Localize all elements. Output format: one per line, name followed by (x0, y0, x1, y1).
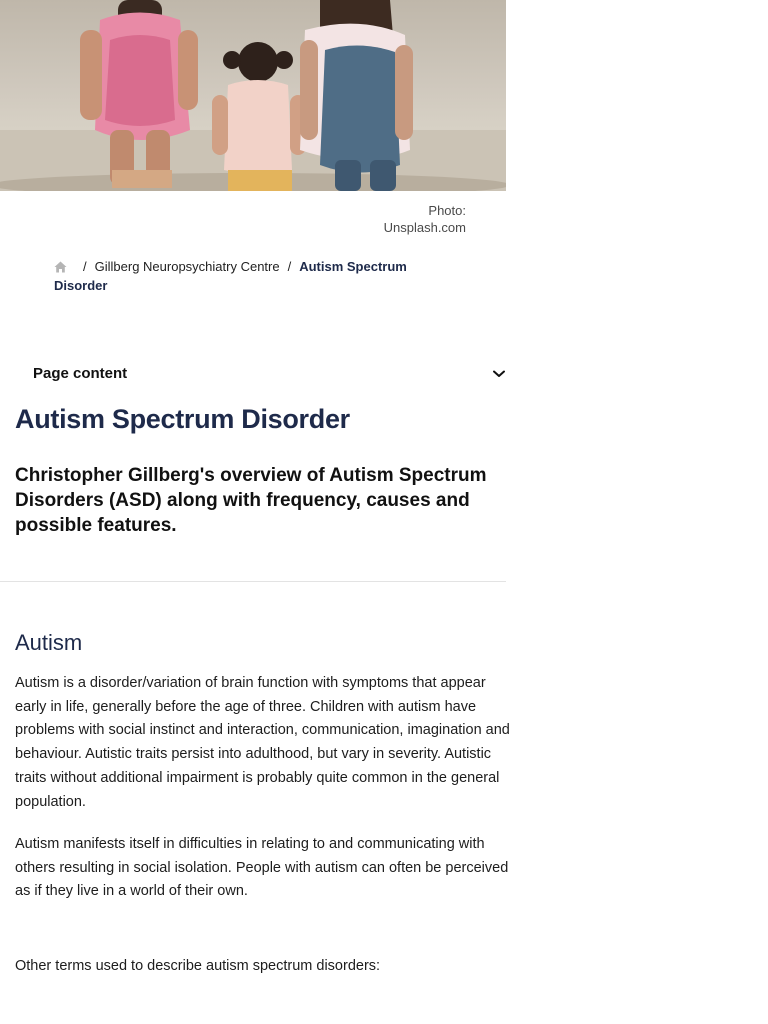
breadcrumb-separator: / (287, 259, 292, 274)
photo-caption-source: Unsplash.com (383, 220, 466, 235)
page-title: Autism Spectrum Disorder (15, 404, 350, 434)
body-paragraph: Autism manifests itself in difficulties in relating to and communicating with others resulting in social isolation. People with autism can often be perceived as if they live in a world of their own. (15, 836, 509, 900)
home-icon[interactable] (54, 260, 67, 277)
page-content-label: Page content (33, 364, 128, 382)
lead-paragraph: Christopher Gillberg's overview of Autism Spectrum Disorders (ASD) along with frequency, causes and possible features. (15, 465, 487, 536)
body-paragraph: Autism is a disorder/variation of brain function with symptoms that appear early in life, generally before the age of three. Children with autism have problems with social instinct and interaction, communication, imagination and behaviour. Autistic traits persist into adulthood, but vary in severity. Autistic traits without additional impairment is probably quite common in the general population. (15, 675, 510, 810)
hero-image (0, 0, 506, 191)
photo-caption-label: Photo: (428, 203, 466, 218)
divider (0, 581, 506, 582)
breadcrumb (54, 258, 434, 294)
body-paragraph: Other terms used to describe autism spectrum disorders: (15, 958, 381, 974)
breadcrumb-separator: / (83, 259, 87, 274)
breadcrumb-item-current: Autism Spectrum Disorder (54, 259, 407, 293)
breadcrumb-item-gillberg-centre[interactable]: Gillberg Neuropsychiatry Centre (94, 259, 280, 274)
photo-caption (336, 202, 466, 236)
section-heading: Autism (15, 630, 83, 655)
chevron-down-icon (493, 365, 505, 382)
children-photo (0, 0, 506, 191)
page-content-toggle[interactable] (33, 360, 505, 386)
